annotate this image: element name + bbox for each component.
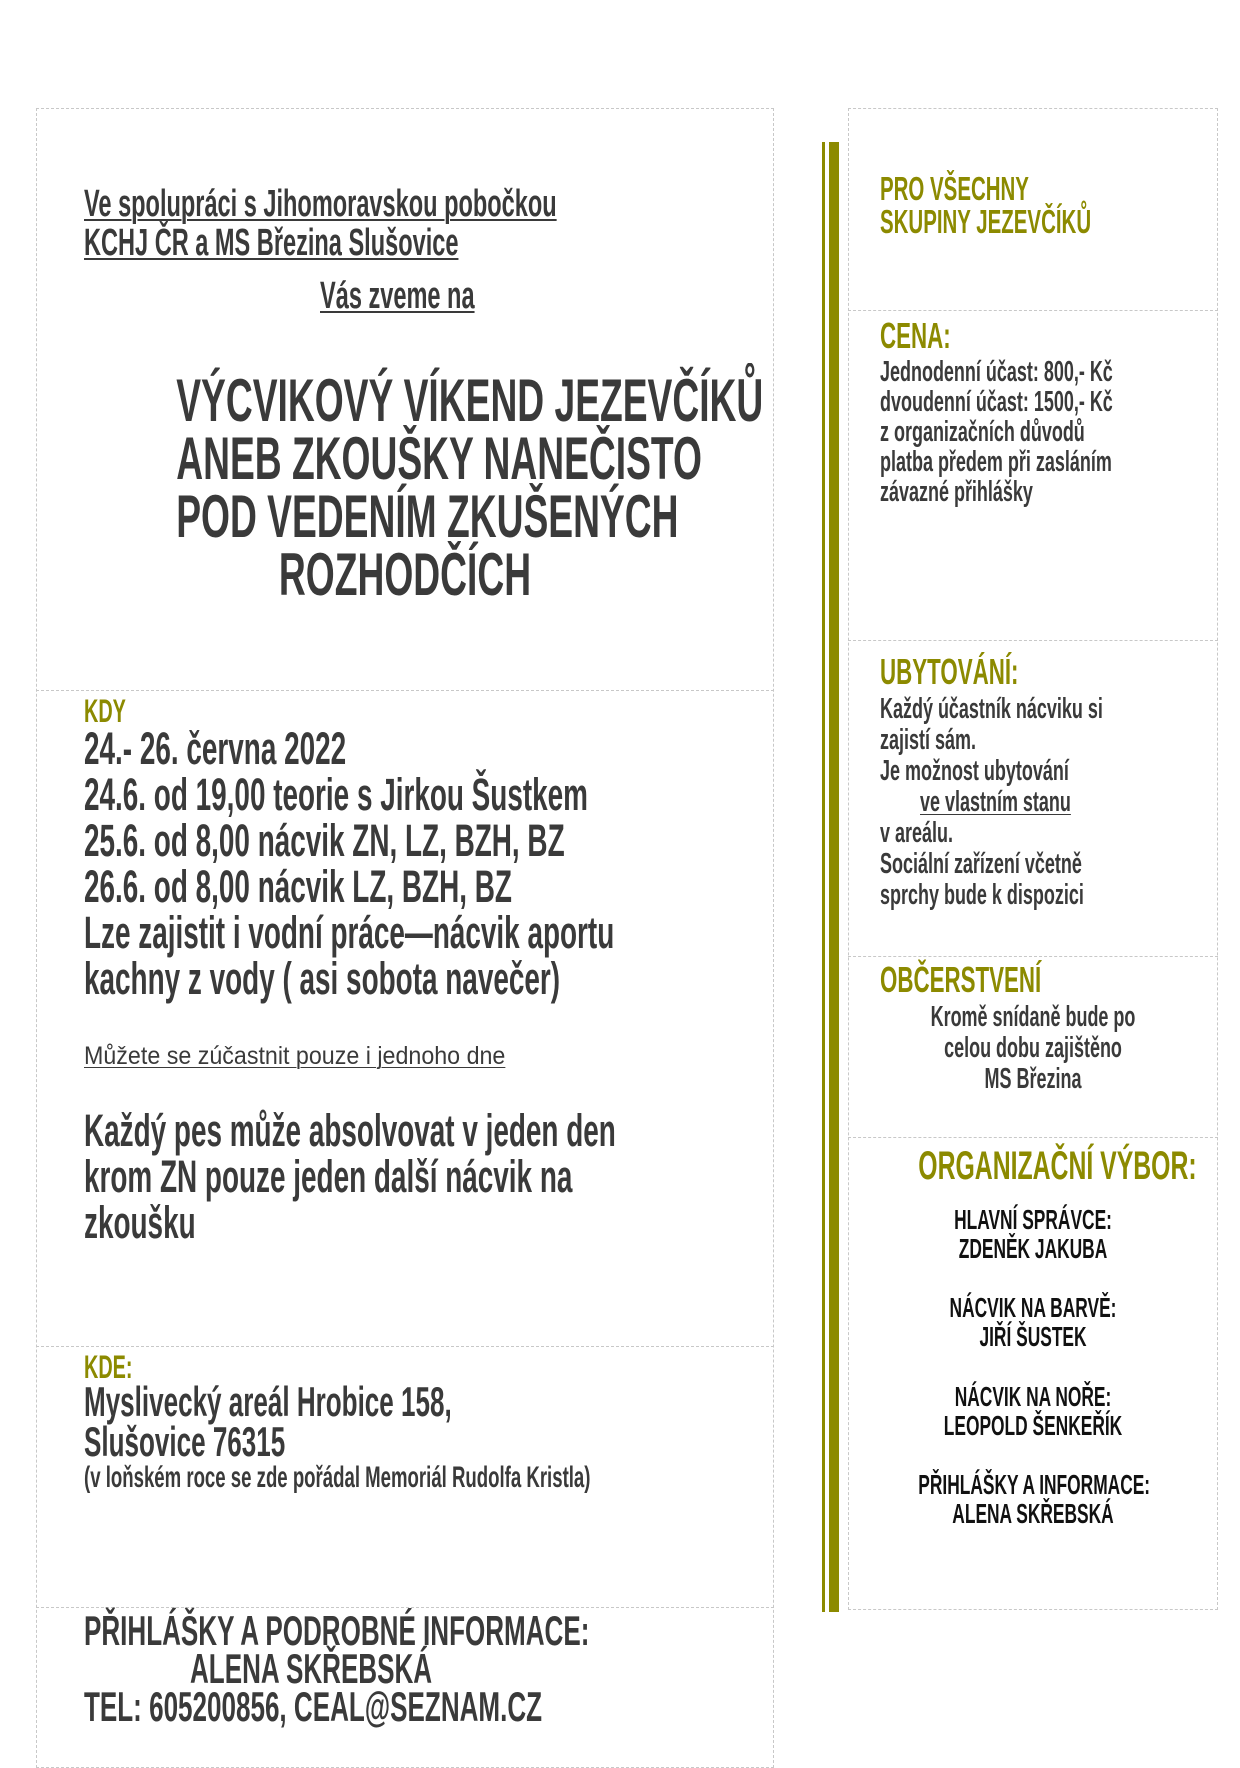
when-line: 24.6. od 19,00 teorie s Jirkou Šustkem [84,769,588,820]
rule-line: Každý pes může absolvovat v jeden den [84,1105,616,1156]
accommodation-line: v areálu. [880,817,953,849]
accent-thin-bar [822,142,825,1612]
contact-details: TEL: 605200856, CEAL@SEZNAM.CZ [84,1683,543,1730]
address-line: Myslivecký areál Hrobice 158, [84,1378,452,1425]
price-line: platba předem při zasláním [880,446,1112,478]
when-line: 26.6. od 8,00 nácvik LZ, BZH, BZ [84,861,512,912]
accommodation-heading: UBYTOVÁNÍ: [880,651,1019,692]
intro-line-2: KCHJ ČR a MS Březina Slušovice [84,222,459,264]
divider [36,1346,774,1347]
contact-name: ALENA SKŘEBSKÁ [190,1645,433,1692]
event-title [36,367,774,608]
committee-role: NÁCVIK NA BARVĚ: [949,1292,1117,1323]
rule-line: zkoušku [84,1197,196,1248]
address-line: Slušovice 76315 [84,1418,286,1465]
intro-line-1: Ve spolupráci s Jihomoravskou pobočkou [84,183,557,225]
divider [848,956,1218,957]
price-line: dvoudenní účast: 1500,- Kč [880,386,1113,418]
committee-name: LEOPOLD ŠENKEŘÍK [943,1410,1123,1441]
title-line: ANEB ZKOUŠKY NANEČISTO [176,425,702,492]
price-line: závazné přihlášky [880,476,1033,508]
committee-role: HLAVNÍ SPRÁVCE: [954,1204,1112,1235]
when-line: kachny z vody ( asi sobota navečer) [84,953,561,1004]
divider [848,1137,1218,1138]
where-note: (v loňském roce se zde pořádal Memoriál Rudolfa Kristla) [84,1461,591,1494]
groups-line: PRO VŠECHNY [880,170,1029,207]
one-day-note: Můžete se zúčastnit pouze i jednoho dne [84,1042,506,1070]
divider [36,690,774,691]
refreshments-line: Kromě snídaně bude po [930,1001,1136,1033]
refreshments-line: celou dobu zajištěno [944,1032,1122,1064]
accommodation-line: Každý účastník nácviku si [880,693,1103,725]
when-line: 24.- 26. června 2022 [84,723,347,774]
when-line: 25.6. od 8,00 nácvik ZN, LZ, BZH, BZ [84,815,565,866]
title-line: ROZHODČÍCH [278,541,532,608]
rule-line: krom ZN pouze jeden další nácvik na [84,1151,573,1202]
when-heading: KDY [84,693,126,729]
price-line: Jednodenní účast: 800,- Kč [880,356,1113,388]
refreshments-line: MS Březina [984,1063,1082,1095]
committee-name: ALENA SKŘEBSKÁ [952,1498,1114,1529]
contact-heading: PŘIHLÁŠKY A PODROBNÉ INFORMACE: [84,1607,590,1654]
groups-line: SKUPINY JEZEVČÍKŮ [880,203,1092,240]
where-heading: KDE: [84,1349,133,1385]
when-line: Lze zajistit i vodní práce—nácvik aportu [84,907,615,958]
accommodation-line: Sociální zařízení včetně [880,848,1082,880]
accommodation-line: sprchy bude k dispozici [880,879,1084,911]
refreshments-heading: OBČERSTVENÍ [880,959,1042,1000]
accommodation-line: Je možnost ubytování [880,755,1069,787]
title-line: VÝCVIKOVÝ VÍKEND JEZEVČÍKŮ [176,367,764,434]
title-line: POD VEDENÍM ZKUŠENÝCH [176,483,679,550]
committee-name: ZDENĚK JAKUBA [958,1233,1108,1264]
committee-name: JIŘÍ ŠUSTEK [979,1321,1087,1352]
committee-role: NÁCVIK NA NOŘE: [954,1381,1112,1412]
intro-line-3: Vás zveme na [320,275,475,317]
divider [848,310,1218,311]
accommodation-line: zajistí sám. [880,724,976,756]
divider [848,640,1218,641]
committee-heading: ORGANIZAČNÍ VÝBOR: [918,1144,1197,1188]
committee-role: PŘIHLÁŠKY A INFORMACE: [918,1469,1151,1500]
price-heading: CENA: [880,315,951,356]
price-line: z organizačních důvodů [880,416,1085,448]
accommodation-line: ve vlastním stanu [920,786,1071,818]
accent-thick-bar [829,142,839,1612]
